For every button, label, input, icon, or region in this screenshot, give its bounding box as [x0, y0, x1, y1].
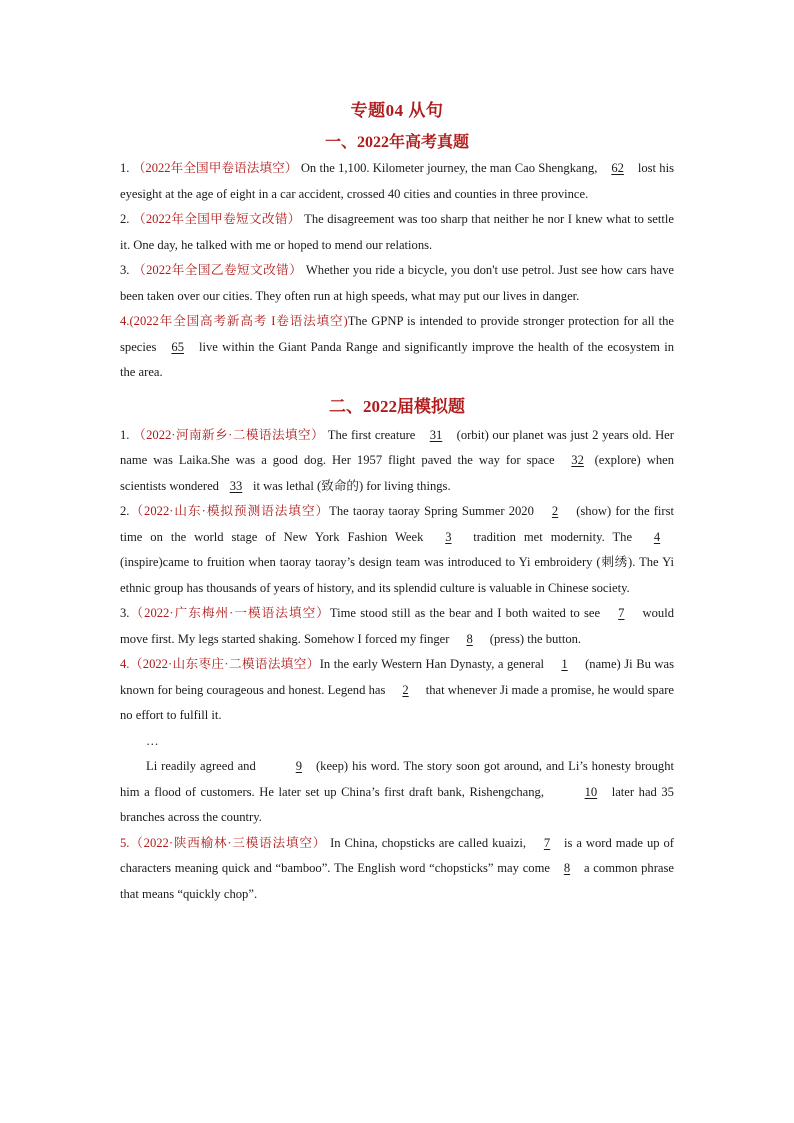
- answer-blank: 7: [618, 606, 625, 620]
- question-text: Time stood still as the bear and I both waited to see: [329, 606, 601, 620]
- question-1-2: [120, 207, 674, 258]
- question-number: 1.: [120, 161, 130, 175]
- question-2-4: [120, 652, 674, 729]
- question-text: (orbit) our planet was just 2 years old. Her name was Laika.She was a good dog. Her 1957 flight paved the way for space: [120, 427, 674, 467]
- question-text: In the early Western Han Dynasty, a general: [319, 657, 545, 671]
- question-text: is a word made up of characters meaning quick and “bamboo”. The English word “chopsticks” may come: [120, 835, 674, 875]
- answer-blank: 2: [402, 682, 409, 697]
- section-prefix: 二、: [329, 396, 363, 416]
- question-1-3: [120, 258, 674, 309]
- question-text: lost his eyesight at the age of eight in a car accident, crossed 40 cities and counties in three province.: [120, 161, 674, 201]
- answer-blank: 10: [584, 784, 598, 799]
- question-1-4: [120, 309, 674, 386]
- question-number: 4.: [120, 657, 130, 671]
- question-source: （2022·广东梅州·一模语法填空）: [129, 606, 330, 620]
- section-heading-mock-exams: [120, 392, 674, 417]
- question-text: (name) Ji Bu was known for being courageous and honest. Legend has: [120, 657, 674, 697]
- question-source: （2022·河南新乡·二模语法填空）: [133, 427, 325, 442]
- answer-blank: 32: [571, 453, 584, 467]
- question-2-3: [120, 601, 674, 652]
- question-text: The disagreement was too sharp that neither he nor I knew what to settle it. One day, he talked with me or hoped to mend our relations.: [120, 212, 674, 252]
- question-source: （2022年全国甲卷语法填空）: [132, 161, 298, 175]
- answer-blank: 8: [466, 631, 473, 646]
- question-2-5: [120, 831, 674, 908]
- section-suffix: 届模拟题: [397, 396, 465, 416]
- question-2-4-paragraph-2: [120, 754, 674, 831]
- question-1-1: [120, 156, 674, 207]
- question-text: live within the Giant Panda Range and significantly improve the health of the ecosystem in the area.: [120, 339, 674, 379]
- answer-blank: 9: [295, 759, 303, 773]
- question-number: 1.: [120, 427, 130, 442]
- question-source: （2022·山东枣庄·二模语法填空）: [129, 657, 320, 671]
- question-text: Li readily agreed and: [146, 759, 256, 773]
- question-text: would move first. My legs started shaking. Somehow I forced my finger: [120, 606, 675, 646]
- question-number: 2.: [120, 212, 130, 226]
- question-text: The GPNP is intended to provide stronger protection for all the species: [120, 314, 674, 354]
- question-source: （2022年全国乙卷短文改错）: [133, 263, 303, 277]
- question-text: it was lethal (致命的) for living things.: [252, 478, 451, 493]
- question-text: (show) for the first time on the world stage of New York Fashion Week: [120, 504, 674, 544]
- answer-blank: 2: [551, 504, 559, 518]
- question-text: The first creature: [327, 427, 416, 442]
- answer-blank: 33: [229, 478, 243, 493]
- answer-blank: 7: [543, 835, 551, 850]
- answer-blank: 62: [611, 161, 624, 175]
- document-title: 专题04 从句: [350, 101, 444, 120]
- question-number: 2.: [120, 504, 130, 518]
- question-text: (press) the button.: [489, 631, 582, 646]
- question-number: 3.: [120, 263, 130, 277]
- question-2-2: [120, 499, 674, 601]
- question-number: 4.: [120, 314, 130, 328]
- section-heading-real-exams: 一、2022年高考真题: [324, 134, 469, 151]
- question-text: In China, chopsticks are called kuaizi,: [330, 835, 527, 850]
- question-text: The taoray taoray Spring Summer 2020: [329, 504, 534, 518]
- answer-blank: 65: [171, 339, 184, 354]
- question-number: 5.: [120, 835, 130, 850]
- question-text: (inspire)came to fruition when taoray taoray’s design team was introduced to Yi embroidery (刺绣). The Yi ethnic group has thousands of years of history, and its splendid culture is valuable in Chinese society.: [120, 555, 674, 595]
- question-2-1: [120, 423, 674, 500]
- question-text: On the 1,100. Kilometer journey, the man Cao Shengkang,: [300, 161, 598, 175]
- answer-blank: 1: [561, 657, 568, 671]
- question-source: （2022·陕西榆林·三模语法填空）: [129, 835, 327, 850]
- question-text: tradition met modernity. The: [473, 529, 633, 544]
- question-text: (explore) when scientists wondered: [120, 453, 675, 493]
- question-source: （2022·山东·模拟预测语法填空）: [129, 504, 330, 518]
- question-source: （2022年全国甲卷短文改错）: [132, 212, 301, 226]
- question-text: that whenever Ji made a promise, he would spare no effort to fulfill it.: [120, 682, 674, 722]
- question-text: (keep) his word. The story soon got around, and Li’s honesty brought him a flood of customers. He later set up China’s first draft bank, Rishengchang,: [120, 759, 674, 799]
- section-year: 2022: [363, 396, 397, 416]
- question-text: a common phrase that means “quickly chop”.: [120, 861, 674, 901]
- ellipsis-line: …: [146, 733, 159, 748]
- answer-blank: 31: [429, 427, 443, 442]
- question-source: (2022年全国高考新高考 I卷语法填空): [129, 314, 348, 328]
- answer-blank: 8: [563, 861, 571, 875]
- answer-blank: 4: [653, 529, 661, 544]
- question-text: Whether you ride a bicycle, you don't use petrol. Just see how cars have been taken over our cities. They often run at high speeds, what may put our lives in danger.: [120, 263, 674, 303]
- question-number: 3.: [120, 606, 130, 620]
- answer-blank: 3: [445, 529, 452, 544]
- question-text: later had 35 branches across the country.: [120, 784, 674, 824]
